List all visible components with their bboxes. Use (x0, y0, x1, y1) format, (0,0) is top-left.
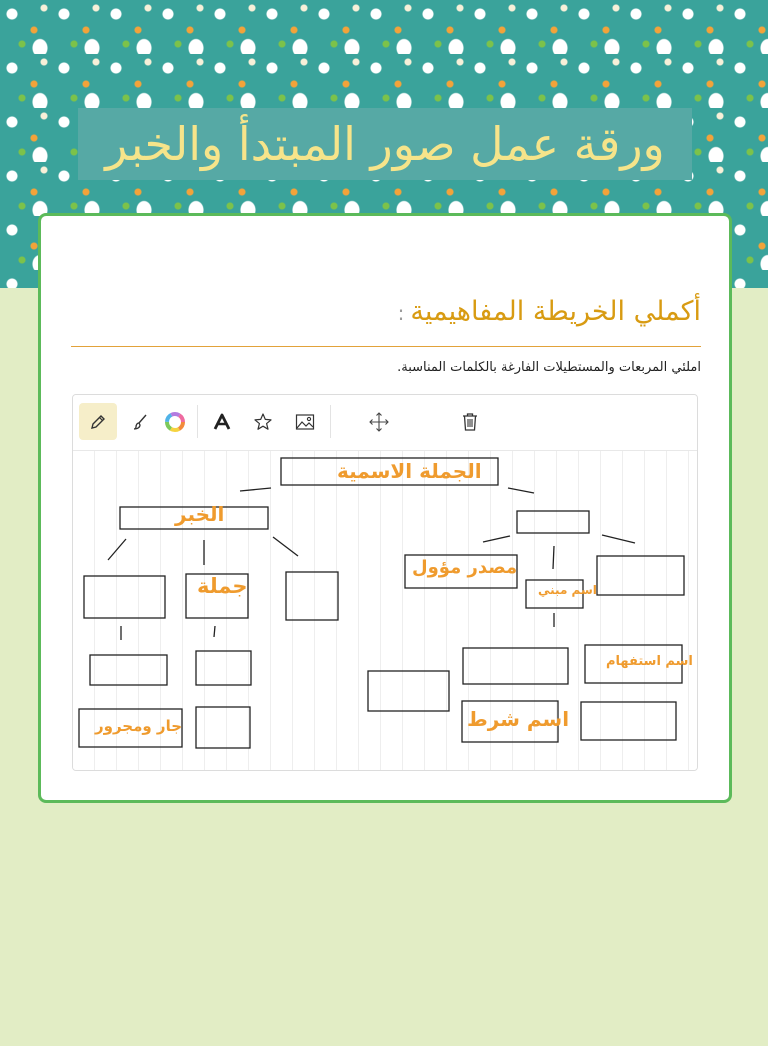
brush-icon (132, 413, 150, 431)
section-heading (398, 296, 701, 327)
toolbar-separator (197, 405, 198, 438)
instruction-text: املئي المربعات والمستطيلات الفارغة بالكلمات المناسبة. (397, 360, 701, 375)
text-icon (212, 412, 232, 432)
masdar-label: مصدر مؤول (412, 557, 518, 578)
ism-istifham-label: اسم استفهام (606, 654, 693, 669)
empty-box (463, 648, 568, 684)
empty-box (581, 702, 676, 740)
empty-box (84, 576, 165, 618)
empty-box (597, 556, 684, 595)
color-wheel-icon (165, 412, 185, 432)
move-tool-button[interactable] (360, 403, 398, 440)
image-icon (295, 413, 315, 431)
text-tool-button[interactable] (203, 403, 241, 440)
worksheet-card (38, 213, 732, 803)
empty-box (90, 655, 167, 685)
trash-icon (461, 412, 479, 432)
khabar-label: الخبر (175, 502, 225, 526)
shape-tool-button[interactable] (244, 403, 282, 440)
ism-mabni-label: اسم مبني (538, 583, 597, 597)
brush-tool-button[interactable] (122, 403, 160, 440)
image-tool-button[interactable] (286, 403, 324, 440)
pencil-icon (89, 413, 107, 431)
jar-label: جار ومجرور (95, 717, 183, 735)
title-strip (78, 108, 692, 180)
delete-tool-button[interactable] (451, 403, 489, 440)
empty-box (368, 671, 449, 711)
toolbar-separator (330, 405, 331, 438)
drawing-editor (72, 394, 698, 771)
pencil-tool-button[interactable] (79, 403, 117, 440)
mubtada-box (517, 511, 589, 533)
section-heading-text: أكملي الخريطة المفاهيمية (410, 296, 701, 327)
root-label: الجملة الاسمية (337, 459, 482, 483)
color-tool-button[interactable] (156, 403, 194, 440)
jumla-label: جملة (197, 574, 248, 598)
page-title: ورقة عمل صور المبتدأ والخبر (105, 117, 665, 171)
diagram-canvas[interactable] (73, 451, 697, 770)
ism-shart-label: اسم شرط (467, 707, 570, 731)
star-icon (253, 412, 273, 432)
heading-divider (71, 346, 701, 347)
move-icon (369, 412, 389, 432)
empty-box (286, 572, 338, 620)
heading-colon: : (397, 301, 405, 325)
editor-toolbar (73, 395, 697, 451)
empty-box (196, 651, 251, 685)
empty-box (196, 707, 250, 748)
